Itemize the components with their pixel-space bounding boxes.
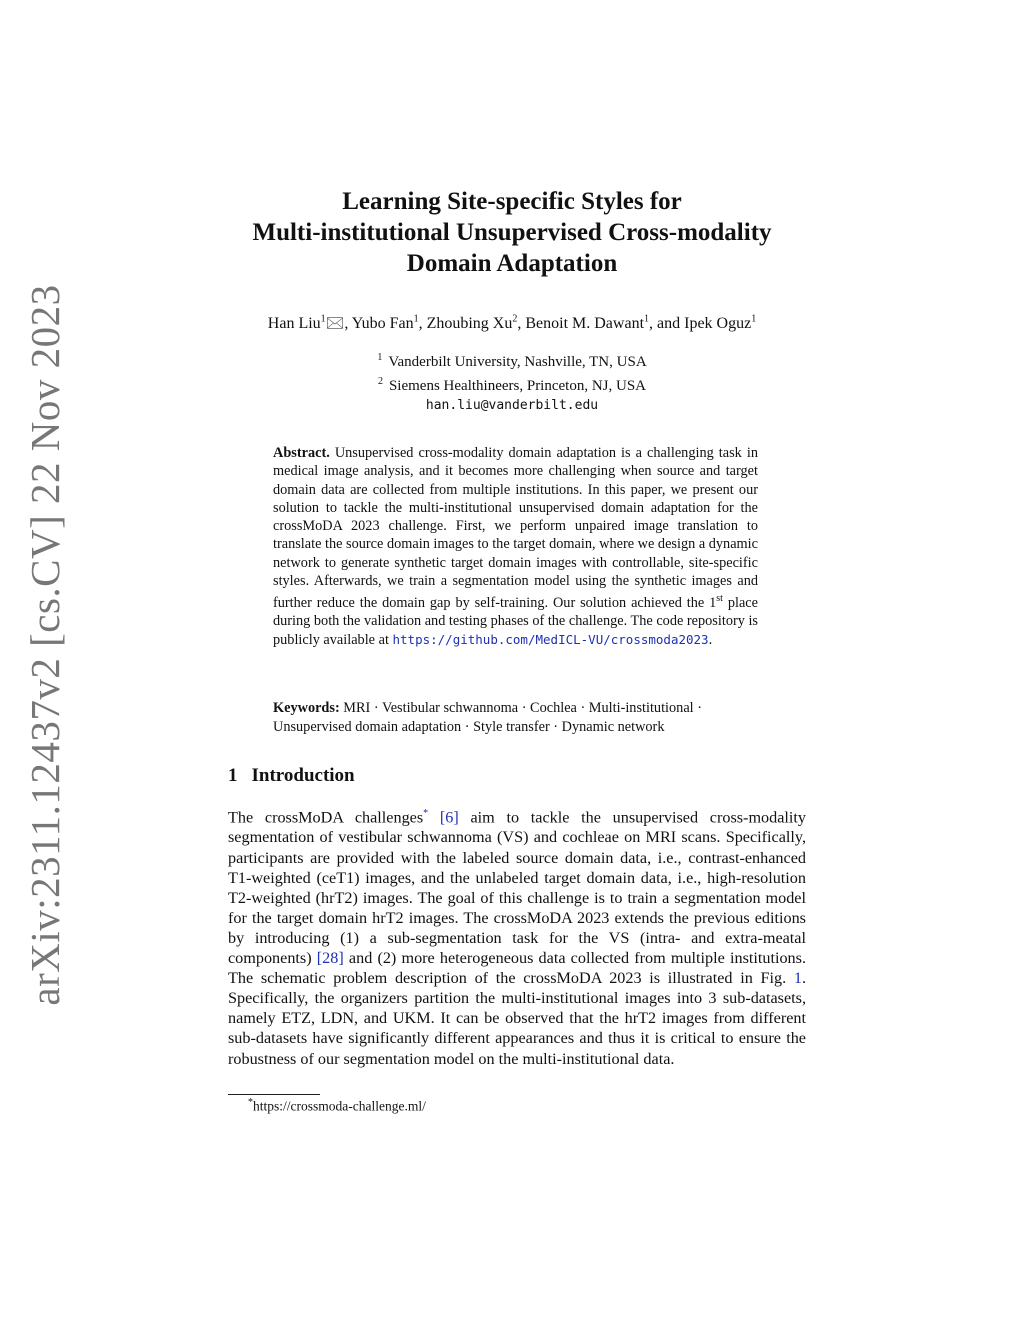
author-name: , Zhoubing Xu	[418, 315, 513, 332]
figure-link[interactable]: 1	[793, 969, 802, 988]
title-line-3: Domain Adaptation	[406, 250, 618, 277]
section-heading	[228, 765, 355, 787]
arxiv-identifier: arXiv:2311.12437v2 [cs.CV] 22 Nov 2023	[22, 284, 68, 1006]
citation-link[interactable]: [6]	[439, 808, 459, 827]
title-line-2: Multi-institutional Unsupervised Cross-modality	[252, 219, 772, 246]
author-name: , Yubo Fan	[344, 315, 414, 332]
affiliation-marker: 1	[320, 313, 326, 325]
section-number: 1	[228, 765, 238, 786]
affiliations	[0, 348, 1024, 415]
abstract: Abstract. Unsupervised cross-modality domain adaptation is a challenging task in medical image analysis, and it becomes more challenging when source and target domain data are collected from multiple institutions. In this paper, we present our solution to tackle the multi-institutional unsupervised domain adaptation for the crossMoDA 2023 challenge. First, we perform unpaired image translation to translate the source domain images to the target domain, where we design a dynamic network to generate synthetic target domain images with controllable, site-specific styles. Afterwards, we train a segmentation model using the synthetic images and further reduce the domain gap by self-training. Our solution achieved the 1st place during both the validation and testing phases of the challenge. The code repository is publicly available at https://github.com/MedICL-VU/crossmoda2023.	[273, 445, 758, 648]
author-list	[0, 312, 1024, 339]
keywords	[273, 699, 763, 736]
footnote-mark: *	[248, 1097, 253, 1108]
author-name: , and Ipek Oguz	[649, 315, 752, 332]
footnote-url[interactable]: https://crossmoda-challenge.ml/	[253, 1098, 426, 1114]
footnote-link[interactable]: *	[423, 808, 429, 819]
abstract-label: Abstract.	[273, 445, 330, 461]
affiliation-2: $^2$ Siemens Healthineers, Princeton, NJ, USA	[377, 376, 647, 394]
affiliation-marker: 2	[512, 313, 518, 325]
ordinal-superscript: st	[716, 593, 723, 605]
introduction-paragraph: The crossMoDA challenges* [6] aim to tackle the unsupervised cross-modality segmentation of vestibular schwannoma (VS) and cochleae on MRI scans. Specifically, participants are provided with the labeled source domain data, i.e., contrast-enhanced T1-weighted (ceT1) images, and the unlabeled target domain data, i.e., high-resolution T2-weighted (hrT2) images. The goal of this challenge is to train a segmentation model for the target domain hrT2 images. The crossMoDA 2023 extends the previous editions by introducing (1) a sub-segmentation task for the VS (intra- and extra-meatal components) [28] and (2) more heterogeneous data collected from multiple institutions. The schematic problem description of the crossMoDA 2023 is illustrated in Fig. 1. Specifically, the organizers partition the multi-institutional images into 3 sub-datasets, namely ETZ, LDN, and UKM. It can be observed that the hrT2 images from different sub-datasets have significantly different appearances and thus it is critical to ensure the robustness of our segmentation model on the multi-institutional data.	[228, 808, 806, 1068]
citation-link[interactable]: [28]	[316, 949, 344, 968]
envelope-icon: 🖂	[325, 315, 345, 332]
affiliation-marker: 1	[644, 313, 650, 325]
abstract-text: place during both the validation and testing phases of the challenge. The code repository is publicly available at	[273, 595, 758, 648]
affiliation-marker: 1	[413, 313, 419, 325]
keywords-text: MRI · Vestibular schwannoma · Cochlea · Multi-institutional · Unsupervised domain adaptation · Style transfer · Dynamic network	[273, 700, 702, 735]
author-name: , Benoit M. Dawant	[517, 315, 645, 332]
keywords-label: Keywords:	[273, 700, 340, 716]
footnote	[248, 1097, 426, 1115]
title-line-1: Learning Site-specific Styles for	[342, 188, 682, 215]
paper-title	[0, 186, 1024, 279]
author-email: han.liu@vanderbilt.edu	[425, 398, 599, 413]
footnote-divider	[228, 1094, 320, 1095]
section-title: Introduction	[251, 765, 355, 786]
code-repository-link[interactable]: https://github.com/MedICL-VU/crossmoda2023	[392, 631, 709, 647]
affiliation-1: $^1$ Vanderbilt University, Nashville, TN, USA	[377, 352, 647, 370]
author-name: Han Liu	[267, 315, 321, 332]
affiliation-marker: 1	[751, 313, 757, 325]
abstract-text: Unsupervised cross-modality domain adaptation is a challenging task in medical image analysis, and it becomes more challenging when source and target domain data are collected from multiple institutions. In this paper, we present our solution to tackle the multi-institutional unsupervised domain adaptation for the crossMoDA 2023 challenge. First, we perform unpaired image translation to translate the source domain images to the target domain, where we design a dynamic network to generate synthetic target domain images with controllable, site-specific styles. Afterwards, we train a segmentation model using the synthetic images and further reduce the domain gap by self-training. Our solution achieved the 1	[273, 445, 758, 612]
